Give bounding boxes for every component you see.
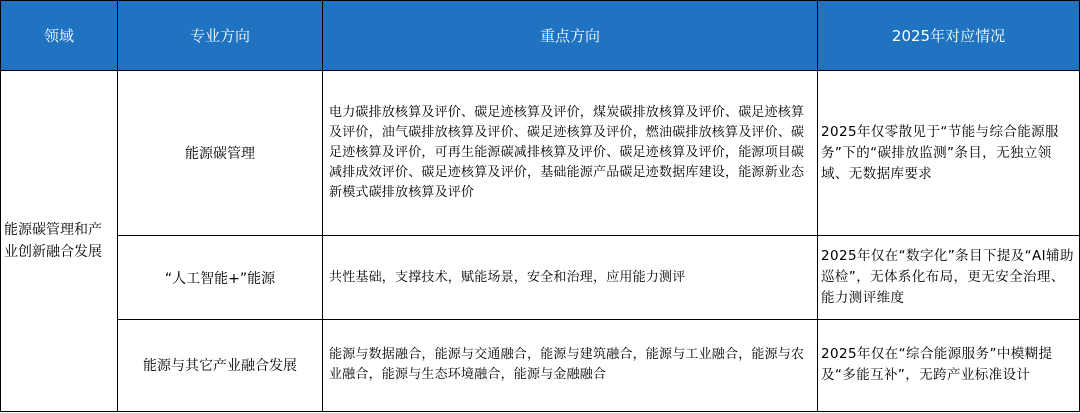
- focus-cell: 能源与数据融合，能源与交通融合，能源与建筑融合，能源与工业融合，能源与农业融合，能源与生态环境融合，能源与金融融合: [323, 319, 818, 411]
- major-cell: 能源碳管理: [118, 71, 323, 236]
- status-cell: 2025年仅在“数字化”条目下提及“AI辅助巡检”，无体系化布局，更无安全治理、能力测评维度: [818, 236, 1080, 319]
- header-major: 专业方向: [118, 1, 323, 71]
- status-cell: 2025年仅在“综合能源服务”中模糊提及“多能互补”，无跨产业标准设计: [818, 319, 1080, 411]
- table-row: [1, 236, 1080, 319]
- major-cell: 能源与其它产业融合发展: [118, 319, 323, 411]
- header-focus: 重点方向: [323, 1, 818, 71]
- table-row: [1, 319, 1080, 411]
- domain-cell: 能源碳管理和产业创新融合发展: [1, 71, 118, 412]
- focus-cell: 电力碳排放核算及评价、碳足迹核算及评价，煤炭碳排放核算及评价、碳足迹核算及评价，油气碳排放核算及评价、碳足迹核算及评价，燃油碳排放核算及评价、碳足迹核算及评价，可再生能源碳减排核算及评价、碳足迹核算及评价，能源项目碳减排成效评价、碳足迹核算及评价，基础能源产品碳足迹数据库建设，能源新业态新模式碳排放核算及评价: [323, 71, 818, 236]
- focus-cell: 共性基础，支撑技术，赋能场景，安全和治理，应用能力测评: [323, 236, 818, 319]
- major-cell: “人工智能+”能源: [118, 236, 323, 319]
- table-header-row: [1, 1, 1080, 71]
- header-status: 2025年对应情况: [818, 1, 1080, 71]
- table-row: [1, 71, 1080, 236]
- status-cell: 2025年仅零散见于“节能与综合能源服务”下的“碳排放监测”条目，无独立领域、无数据库要求: [818, 71, 1080, 236]
- header-domain: 领域: [1, 1, 118, 71]
